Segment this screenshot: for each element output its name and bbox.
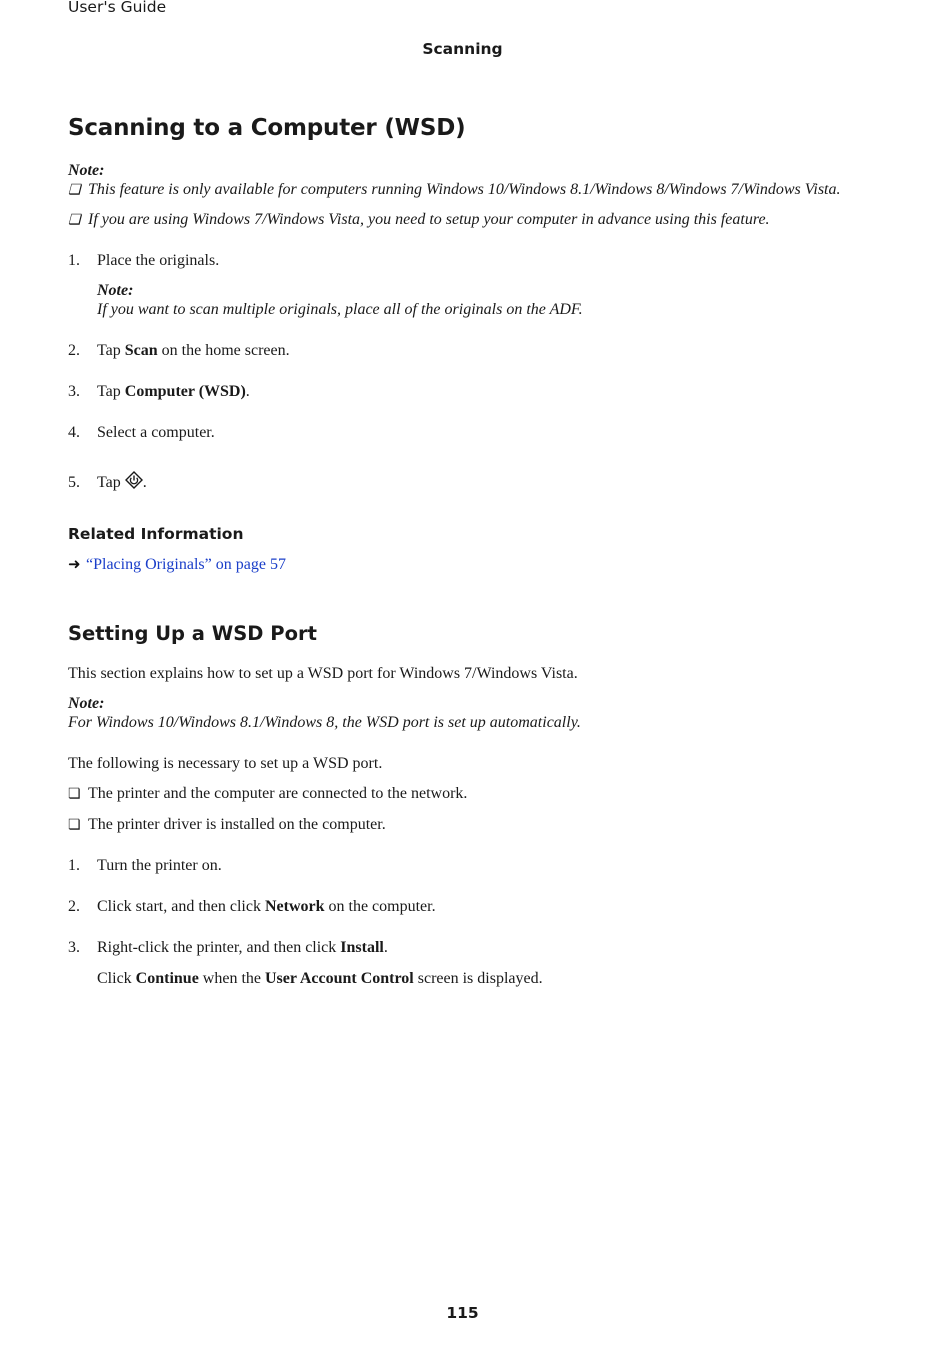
step-text: when the [198, 970, 265, 987]
checkbox-bullet-icon: ❏ [68, 213, 81, 228]
page-number: 115 [446, 1304, 479, 1322]
note-label: Note: [68, 162, 105, 179]
step-text: Click start, and then click [97, 898, 265, 915]
step-text: Tap [97, 474, 125, 491]
step-4 [68, 424, 215, 442]
step-text: screen is displayed. [413, 970, 543, 987]
ui-term-computer-wsd: Computer (WSD) [124, 383, 246, 400]
requirements-intro: The following is necessary to set up a WSD port. [68, 755, 383, 772]
step-note-text: If you want to scan multiple originals, place all of the originals on the ADF. [97, 301, 583, 318]
requirement-text: The printer driver is installed on the computer. [88, 816, 386, 833]
note-text: For Windows 10/Windows 8.1/Windows 8, the WSD port is set up automatically. [68, 714, 581, 731]
step-number: 5. [68, 474, 80, 491]
step-text: Place the originals. [97, 252, 220, 269]
step-3-subtext [97, 970, 543, 988]
step-text: Click [97, 970, 136, 987]
step-number: 3. [68, 939, 80, 956]
step-text: . [383, 939, 388, 956]
step-number: 2. [68, 342, 80, 359]
step-text: Tap [97, 383, 125, 400]
step-number: 4. [68, 424, 80, 441]
section-intro: This section explains how to set up a WSD port for Windows 7/Windows Vista. [68, 665, 578, 682]
step-3 [68, 383, 250, 401]
step-note-label: Note: [97, 282, 134, 299]
requirement-item [68, 816, 386, 834]
step-2 [68, 342, 290, 360]
start-diamond-icon [125, 471, 143, 494]
step-1 [68, 252, 219, 270]
step-number: 3. [68, 383, 80, 400]
step-1 [68, 857, 222, 875]
running-header-guide: User's Guide [68, 0, 167, 16]
ui-term-continue: Continue [135, 970, 199, 987]
section-title-wsd-port: Setting Up a WSD Port [68, 622, 317, 645]
placing-originals-link[interactable]: “Placing Originals” on page 57 [86, 556, 286, 573]
step-text: Right-click the printer, and then click [97, 939, 341, 956]
step-text: Select a computer. [97, 424, 215, 441]
note-item [68, 181, 841, 199]
step-2 [68, 898, 436, 916]
step-3 [68, 939, 388, 957]
section-title-scanning-wsd: Scanning to a Computer (WSD) [68, 115, 466, 141]
ui-term-network: Network [264, 898, 325, 915]
step-text: . [245, 383, 250, 400]
running-header-section: Scanning [422, 40, 503, 58]
step-text: on the computer. [324, 898, 436, 915]
related-link-row [68, 555, 286, 574]
ui-term-scan: Scan [124, 342, 158, 359]
checkbox-bullet-icon: ❏ [68, 787, 81, 802]
step-text: Tap [97, 342, 125, 359]
ui-term-user-account-control: User Account Control [265, 970, 414, 987]
related-information-heading: Related Information [68, 525, 244, 543]
step-text: . [142, 474, 147, 491]
checkbox-bullet-icon: ❏ [68, 818, 81, 833]
requirement-item [68, 785, 468, 803]
ui-term-install: Install [340, 939, 384, 956]
note-item-text: If you are using Windows 7/Windows Vista, you need to setup your computer in advance using this feature. [88, 211, 770, 228]
requirement-text: The printer and the computer are connected to the network. [88, 785, 468, 802]
step-number: 2. [68, 898, 80, 915]
step-number: 1. [68, 857, 80, 874]
step-5 [68, 471, 147, 494]
note-item-text: This feature is only available for computers running Windows 10/Windows 8.1/Windows 8/Windows 7/Windows Vista. [88, 181, 841, 198]
note-label: Note: [68, 695, 105, 712]
step-number: 1. [68, 252, 80, 269]
arrow-right-icon: ➜ [68, 557, 81, 573]
step-text: on the home screen. [157, 342, 290, 359]
note-item [68, 211, 770, 229]
checkbox-bullet-icon: ❏ [68, 183, 81, 198]
step-text: Turn the printer on. [97, 857, 222, 874]
